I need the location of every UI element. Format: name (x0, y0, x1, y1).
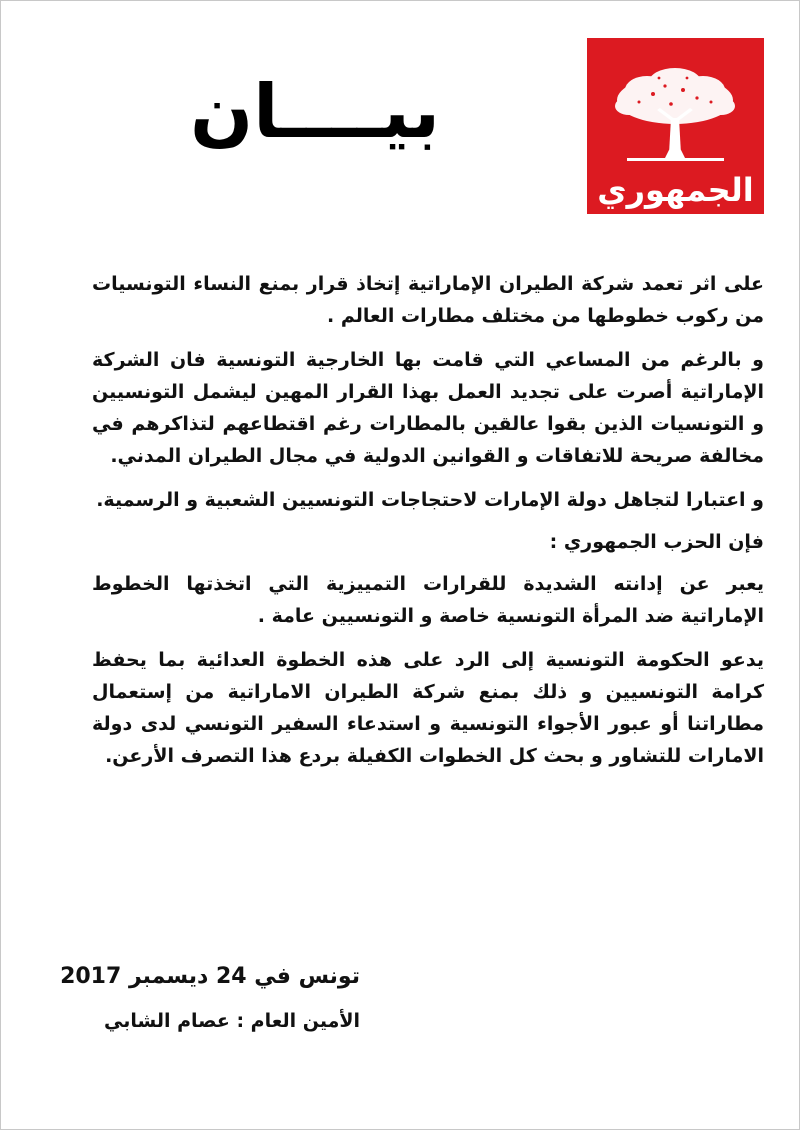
signature-date: تونس في 24 ديسمبر 2017 (60, 964, 360, 989)
paragraph: على اثر تعمد شركة الطيران الإماراتية إتخاذ قرار بمنع النساء التونسيات من ركوب خطوطها من مختلف مطارات العالم . (92, 273, 764, 327)
paragraph: و بالرغم من المساعي التي قامت بها الخارجية التونسية فان الشركة الإماراتية أصرت على تجديد العمل بهذا القرار المهين ليشمل التونسيين و التونسيات الذين بقوا عالقين بالمطارات رغم اقتطاعهم لتذاكرهم في مخالفة صريحة للاتفاقات و القوانين الدولية في مجال الطيران المدني. (92, 349, 764, 467)
paragraph: يعبر عن إدانته الشديدة للقرارات التمييزية التي اتخذتها الخطوط الإماراتية ضد المرأة التونسية خاصة و التونسيين عامة . (92, 573, 764, 627)
paragraph: فإن الحزب الجمهوري : (549, 531, 764, 553)
signature-name: الأمين العام : عصام الشابي (104, 1010, 360, 1032)
signature-block (60, 958, 360, 1040)
paragraph: يدعو الحكومة التونسية إلى الرد على هذه الخطوة العدائية بما يحفظ كرامة التونسيين و ذلك بمنع شركة الطيران الاماراتية من إستعمال مطاراتنا أو عبور الأجواء التونسية و استدعاء السفير التونسي لدى دولة الامارات للتشاور و بحث كل الخطوات الكفيلة بردع هذا التصرف الأرعن. (92, 649, 764, 767)
statement-body (92, 268, 764, 784)
paragraph: و اعتبارا لتجاهل دولة الإمارات لاحتجاجات التونسيين الشعبية و الرسمية. (96, 489, 764, 511)
document-title: بيــــان (189, 69, 441, 155)
party-logo (587, 38, 764, 214)
logo-wordmark: الجمهوري (597, 171, 754, 209)
